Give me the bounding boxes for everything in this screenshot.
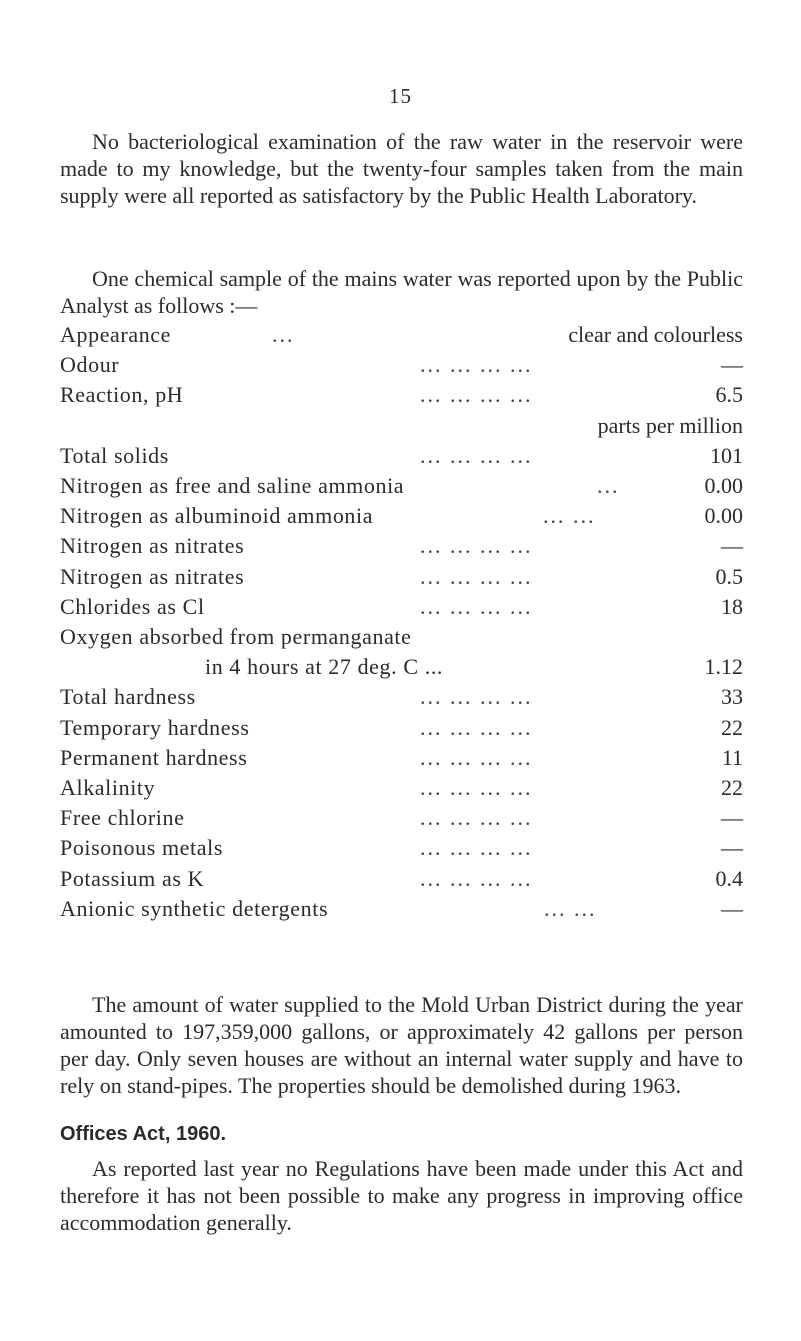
analysis-value: 101: [710, 442, 743, 468]
paragraph-offices-act: As reported last year no Regulations have been made under this Act and therefore it has not been possible to make any progress in improving office accommodation generally.: [60, 1156, 743, 1235]
analysis-value: —: [721, 805, 743, 831]
analysis-label: Anionic synthetic detergents: [60, 895, 329, 921]
leader-dots: ...: [597, 473, 620, 498]
analysis-label: Odour: [60, 352, 120, 378]
analysis-row: [60, 745, 743, 775]
analysis-value: 6.5: [715, 382, 743, 408]
leader-dots: ... ... ... ...: [420, 382, 533, 408]
analysis-value: 0.4: [715, 865, 743, 891]
analysis-label: Temporary hardness: [60, 714, 250, 740]
analysis-value: 22: [721, 775, 743, 800]
analysis-value: 0.5: [715, 563, 743, 589]
leader-dots: ...: [272, 322, 295, 347]
analysis-value: —: [721, 533, 743, 559]
leader-dots: ... ... ... ...: [420, 805, 533, 831]
analysis-value: 0.00: [704, 473, 743, 498]
analysis-row-oxygen-cont: [60, 654, 743, 684]
paragraph-bacteriological: No bacteriological examination of the raw water in the reservoir were made to my knowledge, but the twenty-four samples taken from the main supply were all reported as satisfactory by the Public Health Laboratory.: [60, 129, 743, 208]
analysis-row: [60, 564, 743, 594]
leader-dots: ... ... ... ...: [420, 684, 533, 710]
analysis-label: Poisonous metals: [60, 835, 223, 861]
analysis-label: Reaction, pH: [60, 382, 184, 408]
leader-dots: ... ... ... ...: [420, 533, 533, 559]
analysis-row-oxygen: [60, 624, 743, 654]
leader-dots: ... ...: [544, 895, 597, 921]
analysis-label: Total solids: [60, 442, 169, 468]
leader-dots: ... ... ... ...: [420, 563, 533, 589]
analysis-row: [60, 473, 743, 503]
analysis-row: [60, 322, 743, 352]
analysis-row: [60, 594, 743, 624]
analysis-row: [60, 835, 743, 865]
analysis-value: —: [721, 352, 743, 378]
analysis-row: [60, 503, 743, 533]
leader-dots: ... ... ... ...: [420, 593, 533, 619]
analysis-row: [60, 775, 743, 805]
analysis-label: Nitrogen as free and saline ammonia: [60, 473, 405, 498]
page-number: 15: [389, 84, 412, 108]
analysis-row: [60, 715, 743, 745]
leader-dots: ... ... ... ...: [420, 442, 533, 468]
paragraph-water-supplied: The amount of water supplied to the Mold Urban District during the year amounted to 197,359,000 gallons, or approximately 42 gallons per person per day. Only seven houses are without an internal water supply and have to rely on stand-pipes. The properties should be demolished during 1963.: [60, 992, 743, 1098]
analysis-label: Permanent hardness: [60, 744, 248, 770]
analysis-row: [60, 866, 743, 896]
analysis-label: Oxygen absorbed from permanganate: [60, 624, 412, 649]
analysis-value: clear and colourless: [568, 322, 743, 347]
analysis-label: in 4 hours at 27 deg. C ...: [205, 654, 444, 680]
analysis-value: 1.12: [704, 654, 743, 680]
analysis-label: Appearance: [60, 322, 172, 347]
analysis-label: Total hardness: [60, 684, 196, 710]
analysis-row: [60, 533, 743, 563]
analysis-label: Free chlorine: [60, 805, 185, 831]
analysis-value: —: [721, 895, 743, 921]
leader-dots: ... ... ... ...: [420, 775, 533, 800]
leader-dots: ... ... ... ...: [420, 865, 533, 891]
analysis-value: —: [721, 835, 743, 861]
analysis-value: 11: [721, 744, 743, 770]
analysis-row: [60, 896, 743, 926]
units-label: parts per million: [597, 412, 743, 438]
analysis-label: Nitrogen as nitrates: [60, 563, 245, 589]
analysis-label: Potassium as K: [60, 865, 205, 891]
paragraph-chemical-sample: One chemical sample of the mains water was reported upon by the Public Analyst as follows :—: [60, 266, 743, 318]
analysis-value: 18: [721, 593, 743, 619]
analysis-label: Chlorides as Cl: [60, 593, 205, 619]
analysis-row: [60, 382, 743, 412]
analysis-row: [60, 352, 743, 382]
leader-dots: ... ... ... ...: [420, 744, 533, 770]
leader-dots: ... ... ... ...: [420, 352, 533, 378]
analysis-row: [60, 805, 743, 835]
analysis-row: [60, 684, 743, 714]
section-heading: Offices Act, 1960.: [60, 1123, 227, 1145]
analysis-label: Nitrogen as nitrates: [60, 533, 245, 559]
analysis-row: [60, 443, 743, 473]
analysis-value: 33: [721, 684, 743, 710]
leader-dots: ... ... ... ...: [420, 835, 533, 861]
analysis-label: Nitrogen as albuminoid ammonia: [60, 503, 374, 529]
leader-dots: ... ... ... ...: [420, 714, 533, 740]
analysis-value: 0.00: [704, 503, 743, 529]
leader-dots: ... ...: [543, 503, 596, 529]
analysis-value: 22: [721, 714, 743, 740]
analysis-label: Alkalinity: [60, 775, 156, 800]
